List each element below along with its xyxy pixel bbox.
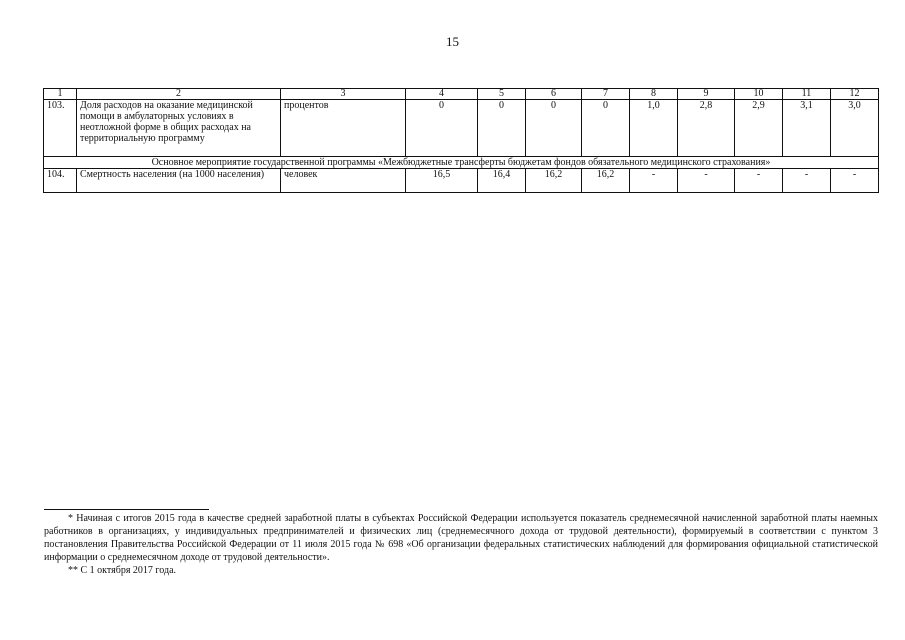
column-header: 6: [526, 89, 582, 100]
column-header: 12: [831, 89, 879, 100]
value-cell: -: [783, 169, 831, 193]
value-cell: 16,5: [406, 169, 478, 193]
indicator-name: Смертность населения (на 1000 населения): [77, 169, 281, 193]
column-header: 4: [406, 89, 478, 100]
table-row-104: [44, 169, 879, 193]
value-cell: 16,4: [478, 169, 526, 193]
value-cell: 16,2: [526, 169, 582, 193]
indicator-name: Доля расходов на оказание медицинской помощи в амбулаторных условиях в неотложной форме в общих расходах на территориальную программу: [77, 100, 281, 157]
column-header: 9: [678, 89, 735, 100]
row-number: 104.: [44, 169, 77, 193]
footnote-divider: [44, 509, 209, 510]
value-cell: 0: [478, 100, 526, 157]
footnotes: [44, 512, 878, 577]
table-header-row: [44, 89, 879, 100]
section-title: Основное мероприятие государственной программы «Межбюджетные трансферты бюджетам фондов обязательного медицинского страхования»: [44, 157, 879, 169]
column-header: 11: [783, 89, 831, 100]
value-cell: -: [678, 169, 735, 193]
column-header: 7: [582, 89, 630, 100]
indicators-table: [43, 88, 879, 193]
value-cell: 2,8: [678, 100, 735, 157]
column-header: 5: [478, 89, 526, 100]
row-number: 103.: [44, 100, 77, 157]
value-cell: -: [831, 169, 879, 193]
value-cell: 16,2: [582, 169, 630, 193]
value-cell: 2,9: [735, 100, 783, 157]
value-cell: 0: [582, 100, 630, 157]
unit-of-measure: процентов: [281, 100, 406, 157]
table-row-103: [44, 100, 879, 157]
value-cell: 0: [526, 100, 582, 157]
unit-of-measure: человек: [281, 169, 406, 193]
column-header: 3: [281, 89, 406, 100]
value-cell: 3,1: [783, 100, 831, 157]
value-cell: 1,0: [630, 100, 678, 157]
column-header: 1: [44, 89, 77, 100]
value-cell: -: [630, 169, 678, 193]
value-cell: -: [735, 169, 783, 193]
value-cell: 0: [406, 100, 478, 157]
value-cell: 3,0: [831, 100, 879, 157]
footnote-1: * Начиная с итогов 2015 года в качестве средней заработной платы в субъектах Российской Федерации используется показатель среднемесячной начисленной заработной платы наемных работников в организациях, у индивидуальных предпринимателей и физических лиц (среднемесячного дохода от трудовой деятельности), формируемый в соответствии с пунктом 3 постановления Правительства Российской Федерации от 11 июля 2015 года № 698 «Об организации федеральных статистических наблюдений для формирования официальной статистической информации о среднемесячном доходе от трудовой деятельности».: [44, 513, 878, 563]
column-header: 2: [77, 89, 281, 100]
footnote-2: ** С 1 октября 2017 года.: [68, 565, 177, 576]
column-header: 10: [735, 89, 783, 100]
page-number: 15: [446, 34, 459, 49]
section-row: [44, 157, 879, 169]
column-header: 8: [630, 89, 678, 100]
